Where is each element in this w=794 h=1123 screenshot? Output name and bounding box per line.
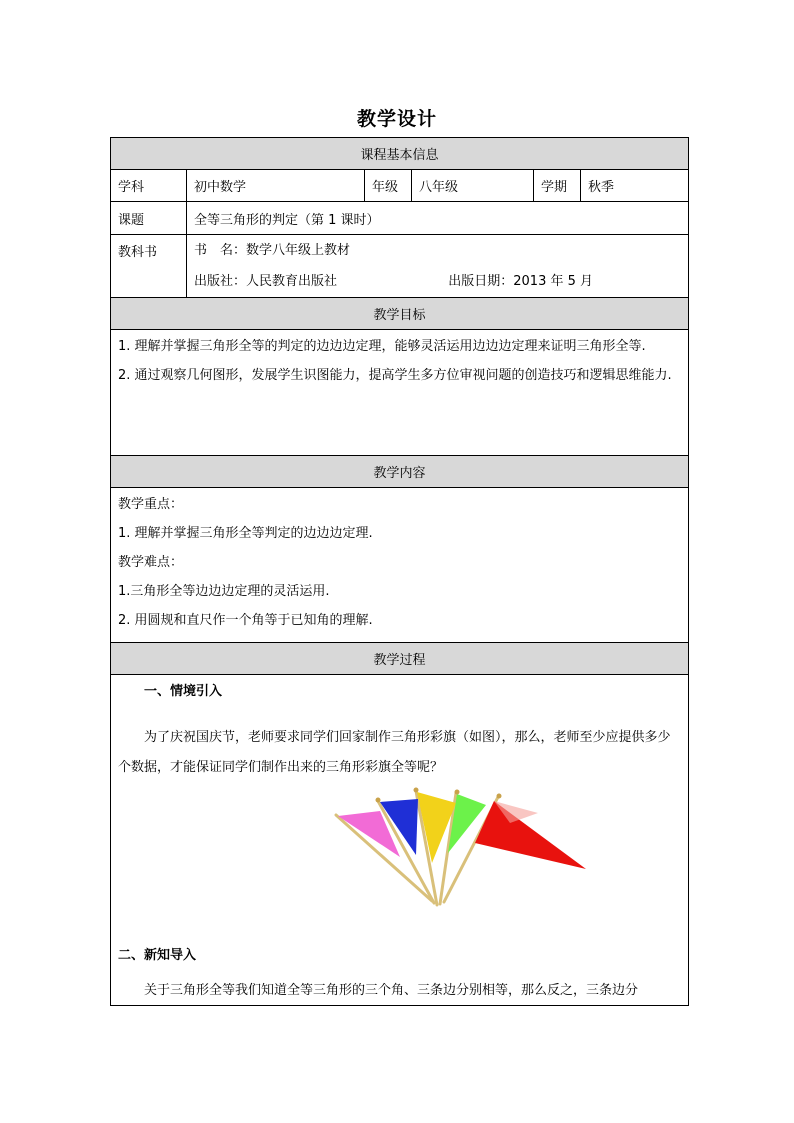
subject-label: 学科 <box>111 170 187 202</box>
document-title: 教学设计 <box>356 108 437 130</box>
section-header-goals: 教学目标 <box>111 298 689 330</box>
term-label: 学期 <box>534 170 581 202</box>
subject-value: 初中数学 <box>187 170 365 202</box>
lesson-plan-table <box>110 137 689 1006</box>
section-header-process: 教学过程 <box>111 643 689 675</box>
topic-value: 全等三角形的判定（第 1 课时） <box>187 202 689 235</box>
process-cell <box>111 675 689 1006</box>
difficulty-item: 1.三角形全等边边边定理的灵活运用. <box>118 584 330 599</box>
key-points-label: 教学重点： <box>118 497 184 512</box>
section-heading-new-knowledge: 二、新知导入 <box>118 948 197 963</box>
book-name: 书 名：数学八年级上教材 <box>194 243 351 258</box>
section-heading-intro: 一、情境引入 <box>144 684 223 699</box>
goals-cell <box>111 330 689 456</box>
new-knowledge-paragraph: 关于三角形全等我们知道全等三角形的三个角、三条边分别相等，那么反之，三条边分 <box>144 983 639 998</box>
difficulty-item: 2. 用圆规和直尺作一个角等于已知角的理解. <box>118 613 373 628</box>
goal-item: 1. 理解并掌握三角形全等的判定的边边边定理，能够灵活运用边边边定理来证明三角形全等. <box>118 339 646 354</box>
key-point-item: 1. 理解并掌握三角形全等判定的边边边定理. <box>118 526 373 541</box>
section-header-content: 教学内容 <box>111 456 689 488</box>
textbook-label: 教科书 <box>111 235 187 298</box>
grade-value: 八年级 <box>412 170 534 202</box>
pink-flag <box>338 811 400 857</box>
topic-label: 课题 <box>111 202 187 235</box>
flags-figure <box>118 783 681 933</box>
grade-label: 年级 <box>365 170 412 202</box>
goal-item: 2. 通过观察几何图形，发展学生识图能力，提高学生多方位审视问题的创造技巧和逻辑思维能力. <box>118 368 672 383</box>
triangle-flags-image <box>328 783 598 923</box>
publish-date: 出版日期：2013 年 5 月 <box>448 274 594 289</box>
content-cell <box>111 488 689 643</box>
publisher-row <box>194 266 681 297</box>
term-value: 秋季 <box>581 170 689 202</box>
publisher: 出版社：人民教育出版社 <box>194 274 338 289</box>
difficulty-label: 教学难点： <box>118 555 184 570</box>
intro-paragraph: 为了庆祝国庆节，老师要求同学们回家制作三角形彩旗（如图），那么，老师至少应提供多少个数据，才能保证同学们制作出来的三角形彩旗全等呢？ <box>118 730 671 775</box>
textbook-info <box>187 235 689 298</box>
section-header-basic-info: 课程基本信息 <box>111 138 689 170</box>
